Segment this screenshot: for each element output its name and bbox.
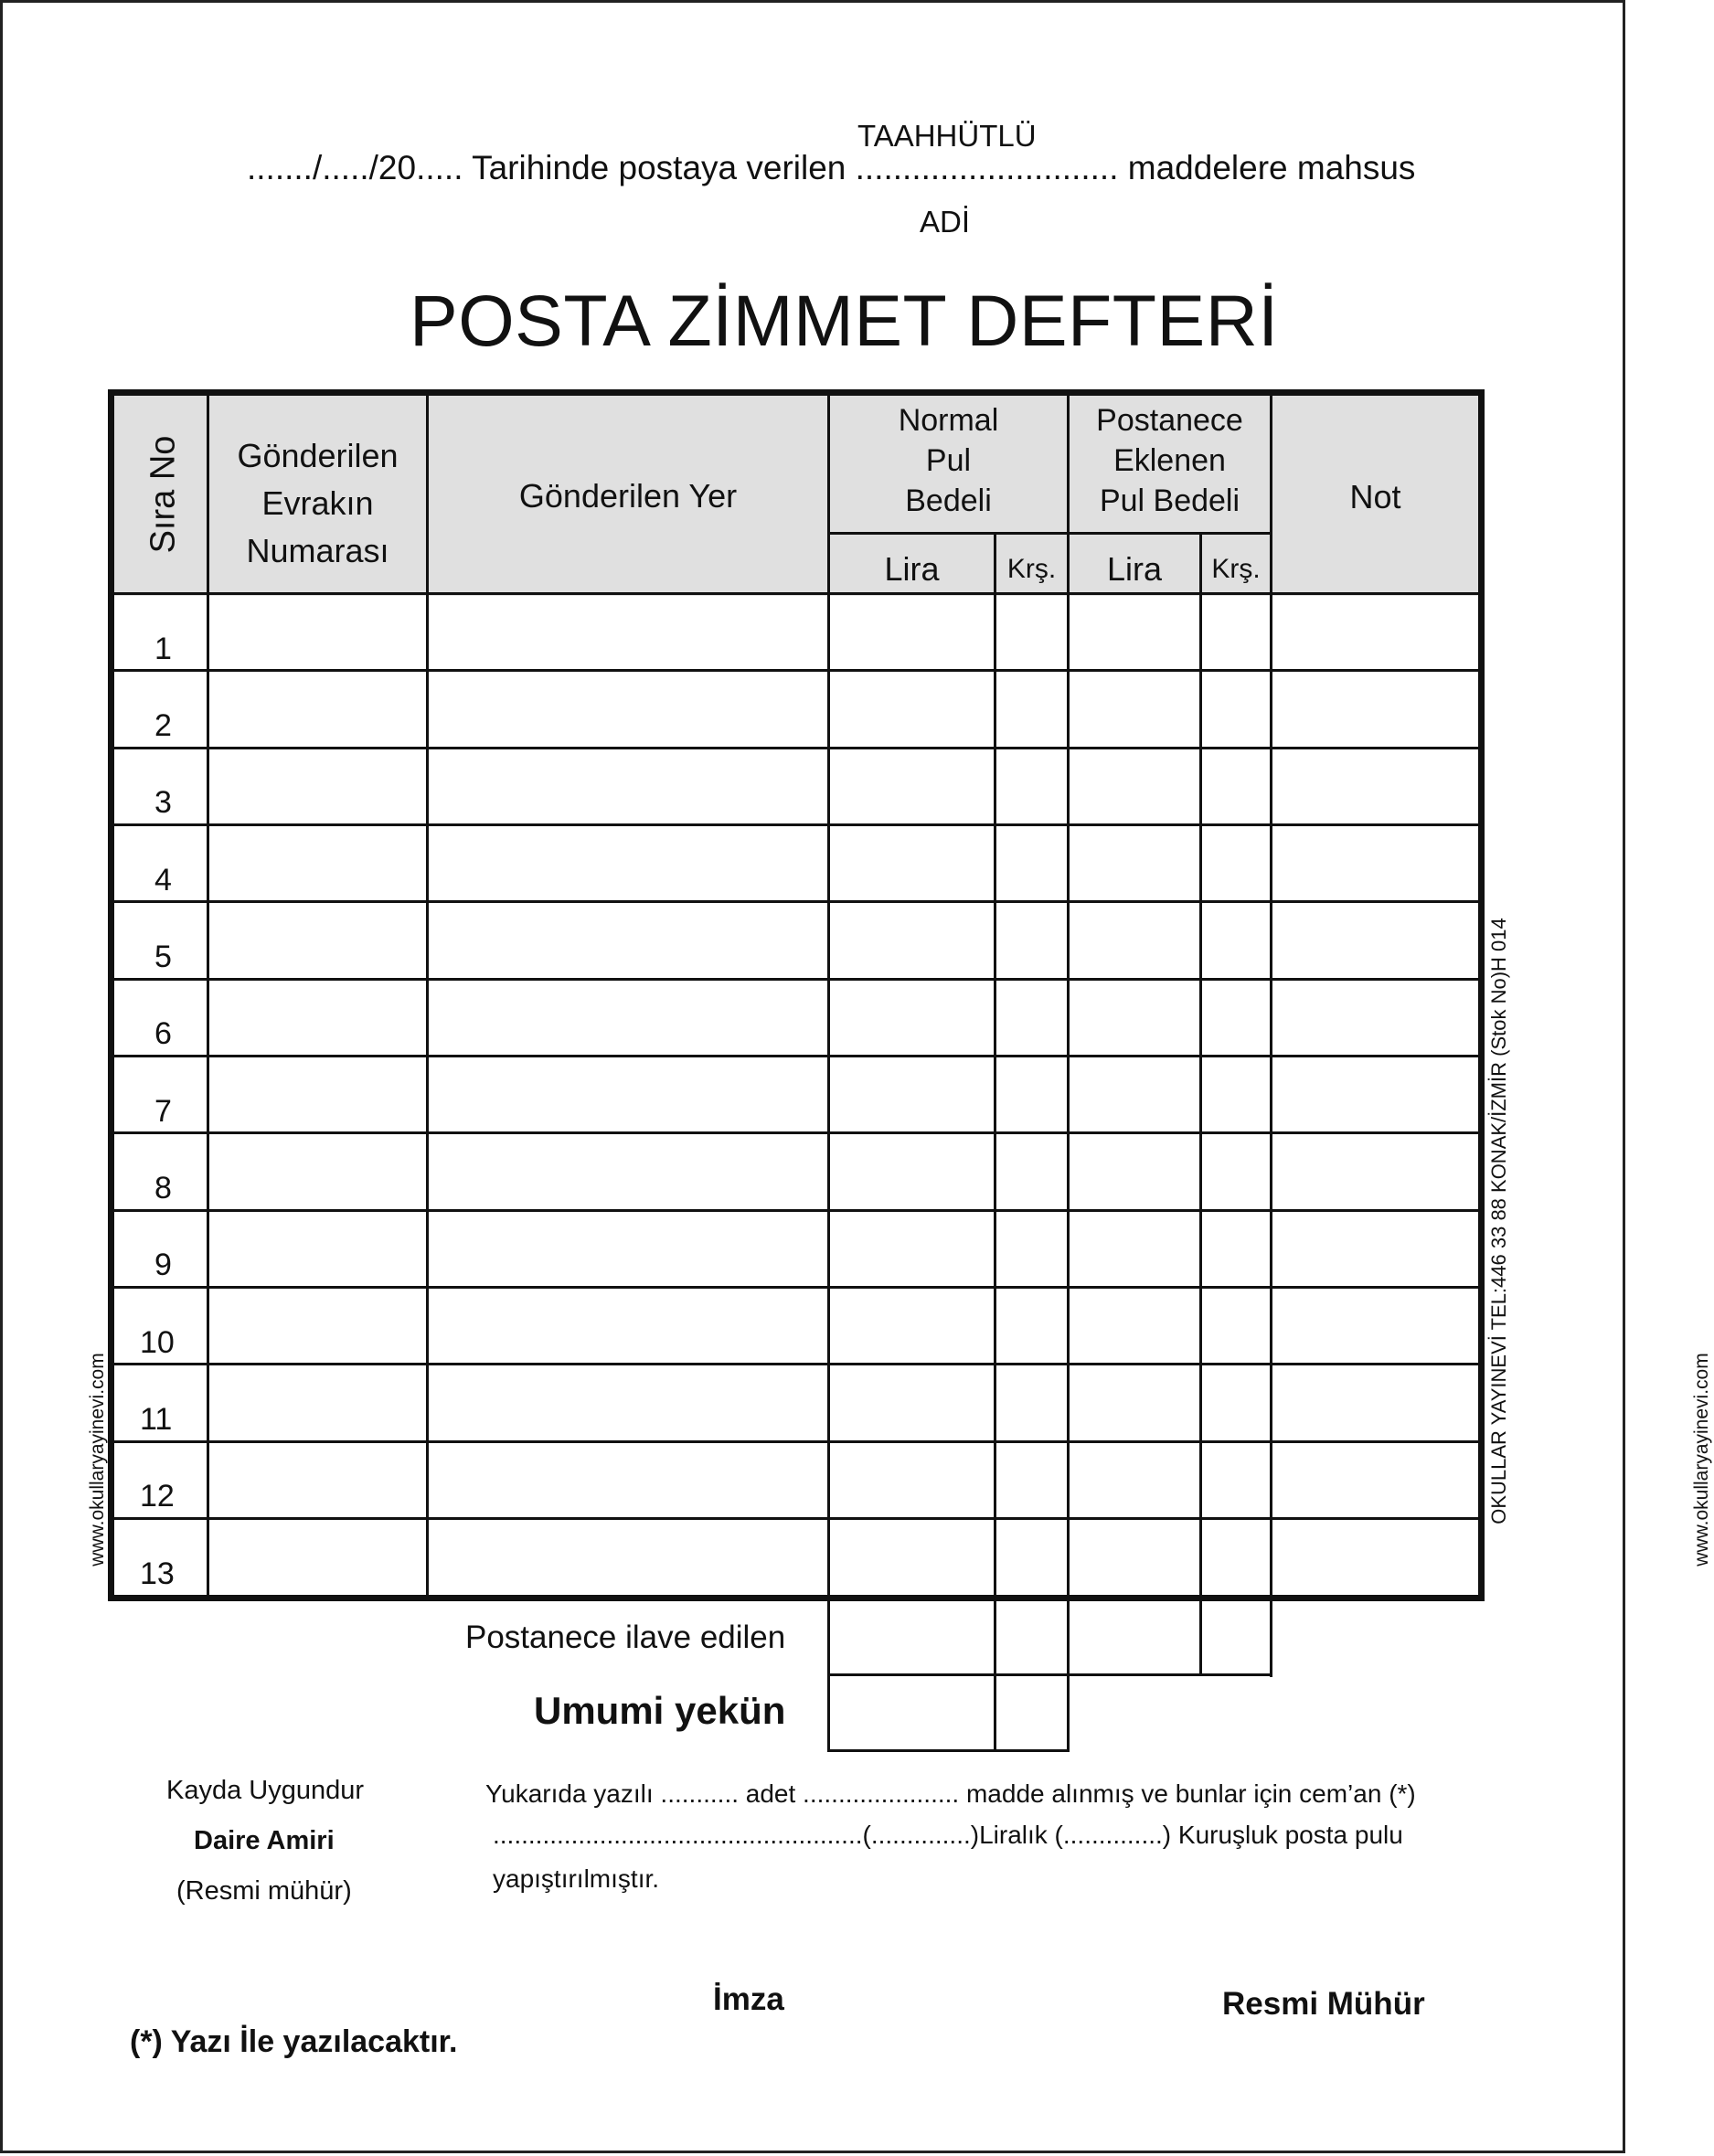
- row-divider: [114, 1055, 1478, 1057]
- row-number: 2: [154, 708, 172, 743]
- publisher-info: OKULLAR YAYINEVİ TEL:446 33 88 KONAK/İZMİR (Stok No)H 014: [1487, 918, 1510, 1524]
- header-postane-line2: Eklenen: [1113, 443, 1226, 478]
- row-divider: [114, 1517, 1478, 1520]
- statement-line-2: ....................................................(..............)Liralık (..............) Kuruşluk posta pulu: [493, 1821, 1403, 1849]
- row-divider: [114, 823, 1478, 826]
- totals-divider: [1270, 1601, 1272, 1677]
- header-normal-line2: Pul: [925, 443, 972, 478]
- date-line: ......./...../20..... Tarihinde postaya verilen ............................ maddelere mahsus: [247, 149, 1416, 186]
- totals-divider: [827, 1601, 830, 1752]
- header-krs-1: Krş.: [1006, 554, 1057, 584]
- header-evrak-line1: Gönderilen: [237, 437, 399, 474]
- header-sira-no-label: Sıra No: [144, 435, 183, 554]
- row-divider: [114, 1363, 1478, 1365]
- totals-divider: [994, 1601, 996, 1752]
- page-title: POSTA ZİMMET DEFTERİ: [410, 280, 1279, 361]
- col-divider: [994, 535, 996, 1595]
- header-evrak-line2: Evrakın: [261, 484, 374, 522]
- totals-divider: [827, 1673, 1272, 1676]
- row-divider: [114, 1286, 1478, 1289]
- yekun-label: Umumi yekün: [534, 1689, 786, 1732]
- statement-line-3: yapıştırılmıştır.: [493, 1864, 660, 1893]
- statement-line-1: Yukarıda yazılı ........... adet ...................... madde alınmış ve bunlar için cem’an (*): [485, 1779, 1416, 1808]
- row-number: 11: [140, 1402, 173, 1437]
- header-postane-line1: Postanece: [1096, 403, 1243, 438]
- totals-divider: [1199, 1601, 1202, 1674]
- row-number: 5: [154, 940, 172, 974]
- taahhutlu-label: TAAHHÜTLÜ: [857, 119, 1037, 153]
- row-number: 1: [154, 632, 172, 666]
- col-divider: [426, 396, 429, 1595]
- col-divider: [1270, 396, 1272, 1595]
- register-table: [108, 389, 1485, 1601]
- row-divider: [114, 900, 1478, 903]
- row-number: 13: [140, 1556, 175, 1591]
- row-divider: [114, 669, 1478, 672]
- header-bottom-line: [114, 592, 1478, 595]
- header-sira-no: [114, 396, 212, 593]
- adi-label: ADİ: [920, 205, 971, 239]
- header-krs-2: Krş.: [1211, 554, 1261, 584]
- totals-divider: [827, 1749, 1070, 1752]
- row-divider: [114, 1440, 1478, 1443]
- row-number: 9: [154, 1248, 172, 1282]
- totals-divider: [1067, 1601, 1070, 1752]
- kayda-uygundur: Kayda Uygundur: [166, 1776, 365, 1805]
- col-divider: [1199, 535, 1202, 1595]
- header-lira-2: Lira: [1106, 550, 1163, 588]
- resmi-muhur-note: (Resmi mühür): [176, 1876, 352, 1906]
- row-divider: [114, 1209, 1478, 1212]
- row-divider: [114, 1131, 1478, 1134]
- row-number: 3: [154, 785, 172, 820]
- header-normal-line1: Normal: [898, 403, 999, 438]
- row-number: 8: [154, 1171, 172, 1205]
- footnote: (*) Yazı İle yazılacaktır.: [130, 2024, 458, 2059]
- daire-amiri: Daire Amiri: [194, 1826, 335, 1855]
- ilave-label: Postanece ilave edilen: [465, 1620, 786, 1655]
- website-left: www.okullaryayinevi.com: [87, 1353, 108, 1567]
- header-postane-line3: Pul Bedeli: [1099, 483, 1240, 518]
- header-evrak-no: [209, 432, 426, 575]
- row-divider: [114, 747, 1478, 749]
- header-gonderilen-yer: Gönderilen Yer: [518, 477, 738, 515]
- header-normal-pul: [830, 400, 1067, 521]
- row-number: 7: [154, 1094, 172, 1129]
- resmi-muhur-label: Resmi Mühür: [1222, 1986, 1425, 2022]
- row-number: 4: [154, 863, 172, 897]
- header-postane-pul: [1070, 400, 1270, 521]
- header-lira-1: Lira: [884, 550, 940, 588]
- row-divider: [114, 978, 1478, 981]
- website-right: www.okullaryayinevi.com: [1691, 1353, 1712, 1567]
- header-evrak-line3: Numarası: [246, 532, 389, 569]
- header-not: Not: [1349, 478, 1401, 515]
- row-number: 10: [140, 1325, 175, 1360]
- row-number: 12: [140, 1479, 175, 1513]
- imza-label: İmza: [713, 1981, 784, 2017]
- row-number: 6: [154, 1016, 172, 1051]
- subheader-divider: [827, 532, 1271, 535]
- header-normal-line3: Bedeli: [905, 483, 992, 518]
